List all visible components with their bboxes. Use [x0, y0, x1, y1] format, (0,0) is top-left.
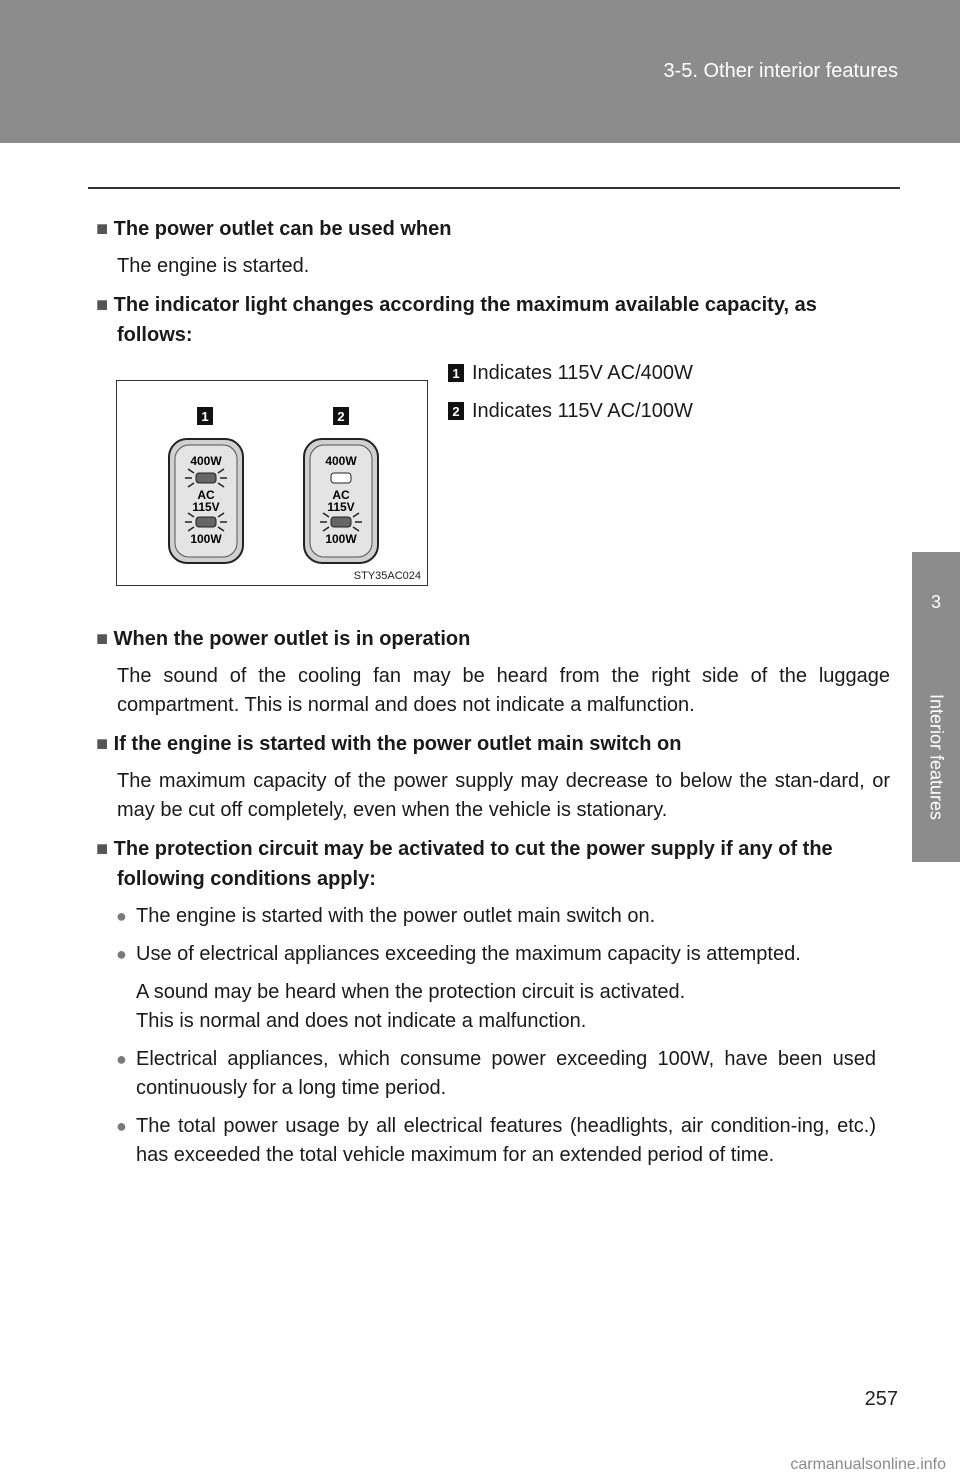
paragraph-usable-when: The engine is started.: [117, 255, 310, 277]
heading-text: The protection circuit may be activated to cut the power supply if any of the following conditions apply:: [113, 838, 833, 890]
condition-text: The total power usage by all electrical features (headlights, air condition-ing, etc.) has exceeded the total vehicle maximum for an extended period of time.: [136, 1115, 876, 1166]
condition-text: Use of electrical appliances exceeding the maximum capacity is attempted.: [136, 943, 801, 965]
chapter-tab-label: [912, 652, 960, 862]
header-band: [0, 0, 960, 143]
label-115v: 115V: [192, 500, 220, 514]
condition-item: [116, 1112, 876, 1170]
condition-item: [116, 940, 876, 969]
label-115v: 115V: [327, 500, 355, 514]
circle-bullet-icon: ●: [116, 906, 127, 926]
legend-text-1: Indicates 115V AC/400W: [472, 361, 693, 384]
circle-bullet-icon: ●: [116, 1049, 127, 1069]
label-400w: 400W: [190, 454, 222, 468]
condition-item: [116, 1045, 876, 1103]
heading-indicator-light: [96, 290, 890, 350]
label-ac: AC: [197, 488, 215, 502]
heading-text: When the power outlet is in operation: [113, 628, 471, 650]
heading-engine-started: [96, 729, 890, 759]
heading-in-operation: [96, 624, 890, 654]
section-title: 3-5. Other interior features: [663, 60, 898, 82]
paragraph-in-operation: The sound of the cooling fan may be heard from the right side of the luggage compartment. This is normal and does not indicate a malfunction.: [117, 665, 890, 716]
legend-item-1: [448, 358, 693, 388]
condition-text: Electrical appliances, which consume power exceeding 100W, have been used continuously for a long time period.: [136, 1048, 876, 1099]
square-bullet-icon: ■: [96, 733, 109, 755]
legend-item-2: [448, 396, 693, 426]
legend-number-2: 2: [448, 402, 464, 420]
label-100w: 100W: [190, 532, 222, 546]
heading-text: The power outlet can be used when: [113, 218, 452, 240]
figure-code: STY35AC024: [353, 570, 421, 582]
chapter-tab-text: Interior features: [926, 693, 947, 821]
circle-bullet-icon: ●: [116, 1116, 127, 1136]
condition-note-line-2: This is normal and does not indicate a malfunction.: [136, 1010, 587, 1032]
condition-note-line-1: A sound may be heard when the protection circuit is activated.: [136, 981, 686, 1003]
site-watermark: carmanualsonline.info: [790, 1456, 946, 1473]
square-bullet-icon: ■: [96, 294, 109, 316]
label-400w: 400W: [325, 454, 357, 468]
legend-text-2: Indicates 115V AC/100W: [472, 399, 693, 422]
condition-item: [116, 902, 876, 931]
page-content: [96, 214, 890, 1179]
indicator-legend: [448, 358, 693, 434]
callout-2-number: 2: [337, 409, 345, 424]
indicator-panel-2: [304, 439, 378, 563]
heading-text: The indicator light changes according the maximum available capacity, as follows:: [113, 294, 817, 346]
square-bullet-icon: ■: [96, 628, 109, 650]
header-rule: [88, 187, 900, 189]
callout-1-number: 1: [201, 409, 209, 424]
heading-protection-circuit: [96, 834, 890, 894]
indicator-illustration: [117, 381, 427, 585]
indicator-figure-row: [96, 358, 890, 614]
paragraph-engine-started: The maximum capacity of the power supply may decrease to below the stan-dard, or may be cut off completely, even when the vehicle is stationary.: [117, 770, 890, 821]
page-number: 257: [864, 1388, 898, 1410]
indicator-panel-1: [169, 439, 243, 563]
heading-usable-when: [96, 214, 890, 244]
square-bullet-icon: ■: [96, 218, 109, 240]
label-ac: AC: [332, 488, 350, 502]
condition-note: [136, 978, 890, 1036]
legend-number-1: 1: [448, 364, 464, 382]
label-100w: 100W: [325, 532, 357, 546]
heading-text: If the engine is started with the power outlet main switch on: [113, 733, 682, 755]
chapter-tab-number: 3: [912, 552, 960, 652]
indicator-figure: [116, 380, 428, 586]
condition-text: The engine is started with the power outlet main switch on.: [136, 905, 656, 927]
circle-bullet-icon: ●: [116, 944, 127, 964]
square-bullet-icon: ■: [96, 838, 109, 860]
